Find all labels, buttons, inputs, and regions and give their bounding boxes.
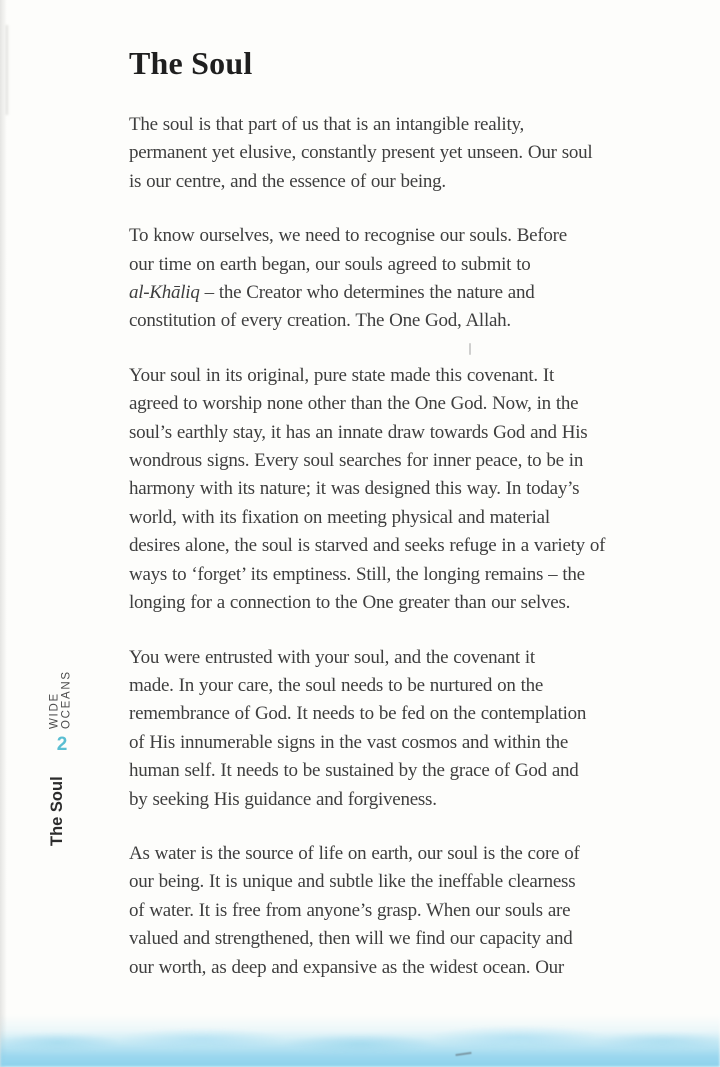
italic-term: al-Khāliq	[129, 282, 200, 304]
text-line: Your soul in its original, pure state made this covenant. It	[129, 364, 555, 386]
paragraph	[129, 840, 689, 982]
paragraphs	[129, 111, 689, 982]
sidebar-chapter-label: The Soul	[48, 776, 66, 846]
watercolor-footer-band	[0, 1015, 720, 1067]
text-line: world, with its fixation on meeting physical and material	[129, 506, 550, 528]
text-line: made. In your care, the soul needs to be nurtured on the	[129, 674, 544, 696]
text-line: As water is the source of life on earth, our soul is the core of	[129, 842, 580, 864]
paragraph	[129, 222, 689, 336]
text-line: of water. It is free from anyone’s grasp. When our souls are	[129, 899, 571, 921]
scan-artifact	[469, 343, 471, 355]
text-line: longing for a connection to the One greater than our selves.	[129, 592, 571, 614]
text-line: soul’s earthly stay, it has an innate draw towards God and His	[129, 421, 588, 443]
paragraph	[129, 644, 689, 814]
sidebar-page-number: 2	[56, 734, 68, 755]
paragraph	[129, 362, 689, 618]
page-scan-edge-line	[6, 25, 8, 115]
text-line: our time on earth began, our souls agreed to submit to	[129, 253, 531, 275]
text-line: al-Khāliq – the Creator who determines the nature and	[129, 282, 535, 304]
text-line: The soul is that part of us that is an intangible reality,	[129, 114, 525, 135]
text-line: human self. It needs to be sustained by the grace of God and	[129, 760, 579, 782]
sidebar-book-title: WIDE OCEANS	[48, 670, 73, 729]
text-line: ways to ‘forget’ its emptiness. Still, the longing remains – the	[129, 563, 585, 585]
page-scan-edge	[0, 0, 7, 1067]
text-line: by seeking His guidance and forgiveness.	[129, 788, 437, 810]
text-line: our worth, as deep and expansive as the widest ocean. Our	[129, 956, 564, 978]
text-line: remembrance of God. It needs to be fed on the contemplation	[129, 703, 587, 725]
text-line: valued and strengthened, then will we find our capacity and	[129, 928, 573, 950]
chapter-title: The Soul	[129, 45, 253, 81]
text-line: our being. It is unique and subtle like the ineffable clearness	[129, 871, 576, 893]
page-content	[129, 44, 689, 1008]
text-line: of His innumerable signs in the vast cosmos and within the	[129, 731, 569, 753]
text-line: You were entrusted with your soul, and the covenant it	[129, 646, 535, 668]
text-line: constitution of every creation. The One God, Allah.	[129, 310, 511, 332]
text-line: To know ourselves, we need to recognise our souls. Before	[129, 225, 567, 247]
text-line: wondrous signs. Every soul searches for inner peace, to be in	[129, 450, 584, 472]
text-line: harmony with its nature; it was designed this way. In today’s	[129, 478, 580, 500]
text-line: desires alone, the soul is starved and seeks refuge in a variety of	[129, 535, 606, 557]
text-line: permanent yet elusive, constantly present yet unseen. Our soul	[129, 142, 593, 164]
text-line: is our centre, and the essence of our being.	[129, 170, 446, 192]
text-line: agreed to worship none other than the One God. Now, in the	[129, 393, 579, 415]
paragraph	[129, 111, 689, 196]
